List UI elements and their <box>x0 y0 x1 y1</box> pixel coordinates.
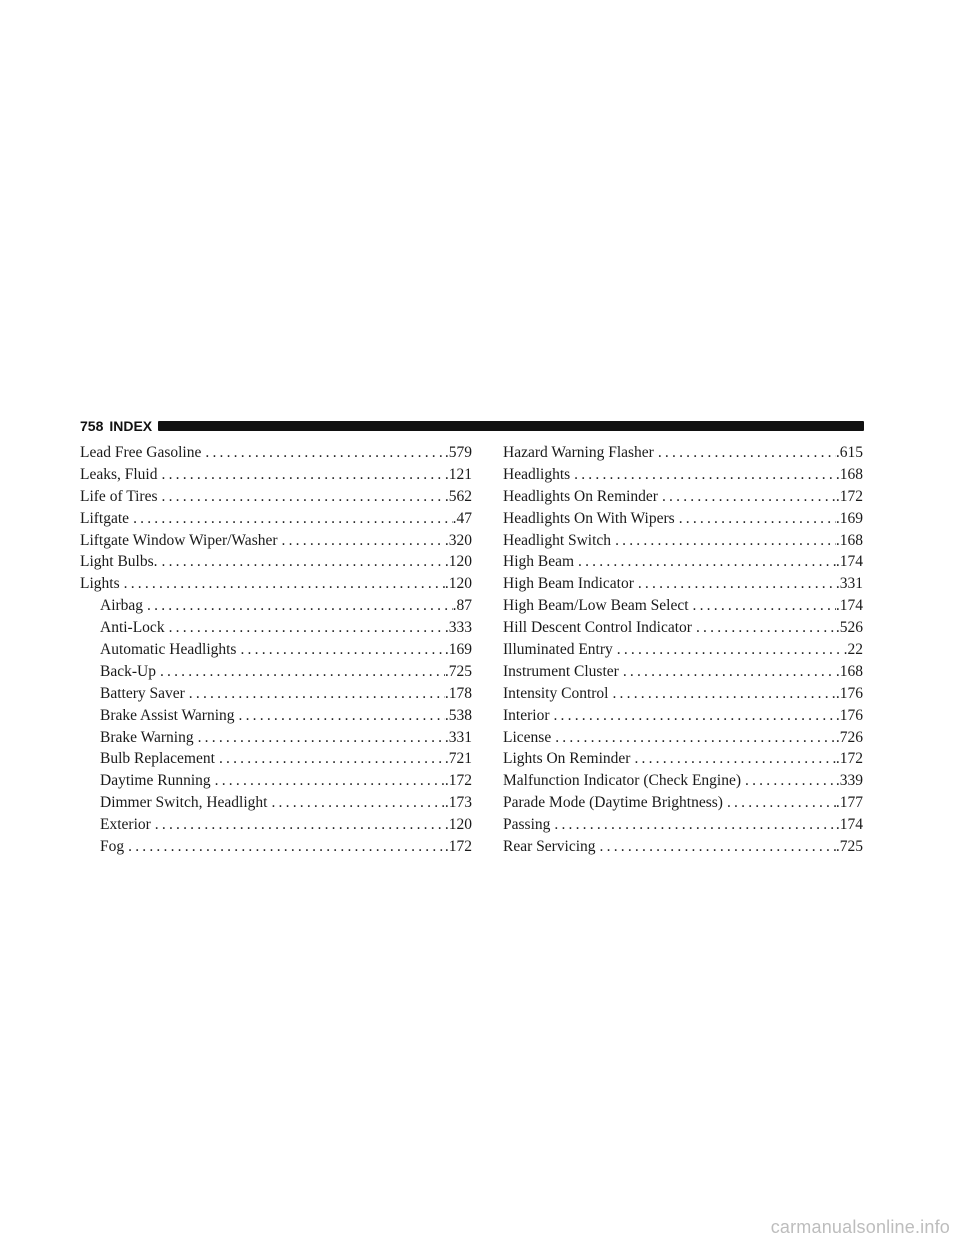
index-column-right <box>503 442 863 858</box>
index-entry-term: Fog <box>100 838 125 856</box>
index-entry-term: Headlights On Reminder <box>503 487 658 505</box>
index-entry-page: .120 <box>444 575 472 593</box>
dot-leader <box>574 551 836 573</box>
index-entry-page: .120 <box>444 553 472 571</box>
index-entry <box>503 639 863 661</box>
index-entry-page: .173 <box>444 794 472 812</box>
index-entry <box>503 836 863 858</box>
index-entry-term: Anti-Lock <box>100 619 165 637</box>
dot-leader <box>235 705 445 727</box>
index-entry-term: High Beam <box>503 553 575 571</box>
index-entry-term: High Beam Indicator <box>503 575 634 593</box>
index-entry-page: .22 <box>843 641 863 659</box>
dot-leader <box>723 792 836 814</box>
dot-leader <box>619 661 836 683</box>
page-number: 758 <box>80 418 104 434</box>
index-entry-term: Rear Servicing <box>503 838 596 856</box>
dot-leader <box>129 508 453 530</box>
index-entry-page: .47 <box>452 509 472 527</box>
index-entry-term: Malfunction Indicator (Check Engine) <box>503 772 742 790</box>
dot-leader <box>215 748 445 770</box>
index-entry <box>503 792 863 814</box>
dot-leader <box>185 683 445 705</box>
index-entry-page: .339 <box>835 772 863 790</box>
index-entry-page: .579 <box>444 444 472 461</box>
index-entry-page: .168 <box>835 531 863 549</box>
index-entry-page: .725 <box>444 662 472 680</box>
dot-leader <box>236 639 444 661</box>
index-entry <box>503 530 863 552</box>
index-entry-page: .174 <box>835 816 863 834</box>
dot-leader <box>654 442 836 464</box>
dot-leader <box>211 770 445 792</box>
index-entry <box>503 705 863 727</box>
index-entry-term: Life of Tires <box>80 487 158 505</box>
index-entry <box>503 617 863 639</box>
index-entry-term: Battery Saver <box>100 684 185 702</box>
index-entry <box>503 551 863 573</box>
index-entry-term: Back-Up <box>100 662 156 680</box>
index-entry-term: Interior <box>503 706 550 724</box>
index-entry <box>80 705 472 727</box>
dot-leader <box>634 573 836 595</box>
index-entry-page: .726 <box>835 728 863 746</box>
index-entry-page: .121 <box>444 465 472 483</box>
dot-leader <box>613 639 844 661</box>
index-entry <box>80 617 472 639</box>
dot-leader <box>165 617 445 639</box>
dot-leader <box>158 551 445 573</box>
index-entry-page: .174 <box>835 553 863 571</box>
dot-leader <box>551 727 836 749</box>
dot-leader <box>611 530 836 552</box>
index-entry <box>80 530 472 552</box>
index-entry-term: Brake Assist Warning <box>100 706 235 724</box>
index-entry <box>80 836 472 858</box>
dot-leader <box>570 464 836 486</box>
index-entry-page: .562 <box>444 487 472 505</box>
dot-leader <box>151 814 445 836</box>
index-entry <box>80 683 472 705</box>
index-entry-page: .320 <box>444 531 472 549</box>
dot-leader <box>124 836 445 858</box>
index-entry <box>80 661 472 683</box>
index-entry-term: High Beam/Low Beam Select <box>503 597 689 615</box>
index-entry <box>503 814 863 836</box>
dot-leader <box>156 661 445 683</box>
dot-leader <box>120 573 445 595</box>
dot-leader <box>201 442 445 464</box>
index-entry-term: Leaks, Fluid <box>80 465 158 483</box>
index-entry-page: .176 <box>835 684 863 702</box>
index-entry-page: .331 <box>444 728 472 746</box>
index-entry-term: Automatic Headlights <box>100 641 237 659</box>
dot-leader <box>267 792 444 814</box>
index-entry <box>503 661 863 683</box>
index-entry-term: Headlight Switch <box>503 531 612 549</box>
index-entry-term: Instrument Cluster <box>503 662 619 680</box>
index-entry-term: Light Bulbs. <box>80 553 158 571</box>
header-rule <box>158 421 864 431</box>
index-entry-page: .172 <box>835 750 863 768</box>
index-entry-page: .169 <box>835 509 863 527</box>
index-entry-page: .333 <box>444 619 472 637</box>
dot-leader <box>549 705 835 727</box>
index-entry-page: .174 <box>835 597 863 615</box>
index-entry <box>80 486 472 508</box>
index-entry <box>80 748 472 770</box>
index-entry-term: Dimmer Switch, Headlight <box>100 794 268 812</box>
index-entry <box>503 486 863 508</box>
index-entry-page: .538 <box>444 706 472 724</box>
index-column-left <box>80 442 472 858</box>
index-entry-term: Passing <box>503 816 551 834</box>
index-entry-term: Hill Descent Control Indicator <box>503 619 692 637</box>
index-entry <box>80 442 472 464</box>
index-entry <box>80 551 472 573</box>
index-entry-page: .168 <box>835 662 863 680</box>
index-entry <box>80 595 472 617</box>
index-entry-page: .87 <box>452 597 472 615</box>
index-entry <box>80 464 472 486</box>
index-entry <box>503 573 863 595</box>
index-entry <box>80 639 472 661</box>
dot-leader <box>596 836 836 858</box>
index-entry-page: .178 <box>444 684 472 702</box>
dot-leader <box>658 486 836 508</box>
index-entry-page: .176 <box>835 706 863 724</box>
index-entry-term: Lead Free Gasoline <box>80 444 202 461</box>
dot-leader <box>689 595 836 617</box>
index-entry <box>503 595 863 617</box>
index-entry-page: .172 <box>444 772 472 790</box>
index-entry-term: Exterior <box>100 816 151 834</box>
dot-leader <box>550 814 836 836</box>
index-entry-page: .725 <box>835 838 863 856</box>
index-entry-term: Headlights On With Wipers <box>503 509 675 527</box>
index-entry-page: .172 <box>835 487 863 505</box>
dot-leader <box>741 770 836 792</box>
index-entry <box>503 727 863 749</box>
dot-leader <box>158 486 445 508</box>
index-entry <box>503 748 863 770</box>
page-header <box>80 416 864 436</box>
index-entry-term: License <box>503 728 552 746</box>
index-entry-term: Lights On Reminder <box>503 750 631 768</box>
index-entry-term: Lights <box>80 575 120 593</box>
index-entry-page: .177 <box>835 794 863 812</box>
index-entry-term: Liftgate Window Wiper/Washer <box>80 531 278 549</box>
index-entry-page: .721 <box>444 750 472 768</box>
index-entry-page: .615 <box>835 444 863 461</box>
index-entry-term: Airbag <box>100 597 144 615</box>
index-entry-page: .168 <box>835 465 863 483</box>
index-entry-term: Liftgate <box>80 509 130 527</box>
dot-leader <box>630 748 835 770</box>
index-entry-page: .331 <box>835 575 863 593</box>
dot-leader <box>143 595 453 617</box>
index-entry-page: .526 <box>835 619 863 637</box>
index-entry <box>80 792 472 814</box>
dot-leader <box>675 508 836 530</box>
index-entry-term: Intensity Control <box>503 684 609 702</box>
dot-leader <box>194 727 445 749</box>
index-entry <box>80 727 472 749</box>
dot-leader <box>278 530 445 552</box>
index-entry-page: .120 <box>444 816 472 834</box>
index-entry <box>503 683 863 705</box>
index-entry <box>503 442 863 464</box>
index-entry <box>80 573 472 595</box>
dot-leader <box>692 617 836 639</box>
index-entry-term: Bulb Replacement <box>100 750 215 768</box>
index-entry <box>503 508 863 530</box>
index-entry-page: .172 <box>444 838 472 856</box>
index-entry <box>80 508 472 530</box>
index-entry-term: Hazard Warning Flasher <box>503 444 654 461</box>
index-entry-term: Brake Warning <box>100 728 194 746</box>
index-entry-term: Illuminated Entry <box>503 641 613 659</box>
index-entry <box>503 464 863 486</box>
index-entry <box>80 814 472 836</box>
index-entry <box>503 770 863 792</box>
index-entry-term: Daytime Running <box>100 772 211 790</box>
dot-leader <box>158 464 445 486</box>
index-entry-page: .169 <box>444 641 472 659</box>
section-title: INDEX <box>109 418 153 434</box>
dot-leader <box>608 683 835 705</box>
index-entry-term: Headlights <box>503 465 571 483</box>
index-entry <box>80 770 472 792</box>
index-entry-term: Parade Mode (Daytime Brightness) <box>503 794 723 812</box>
watermark: carmanualsonline.info <box>770 1217 950 1237</box>
